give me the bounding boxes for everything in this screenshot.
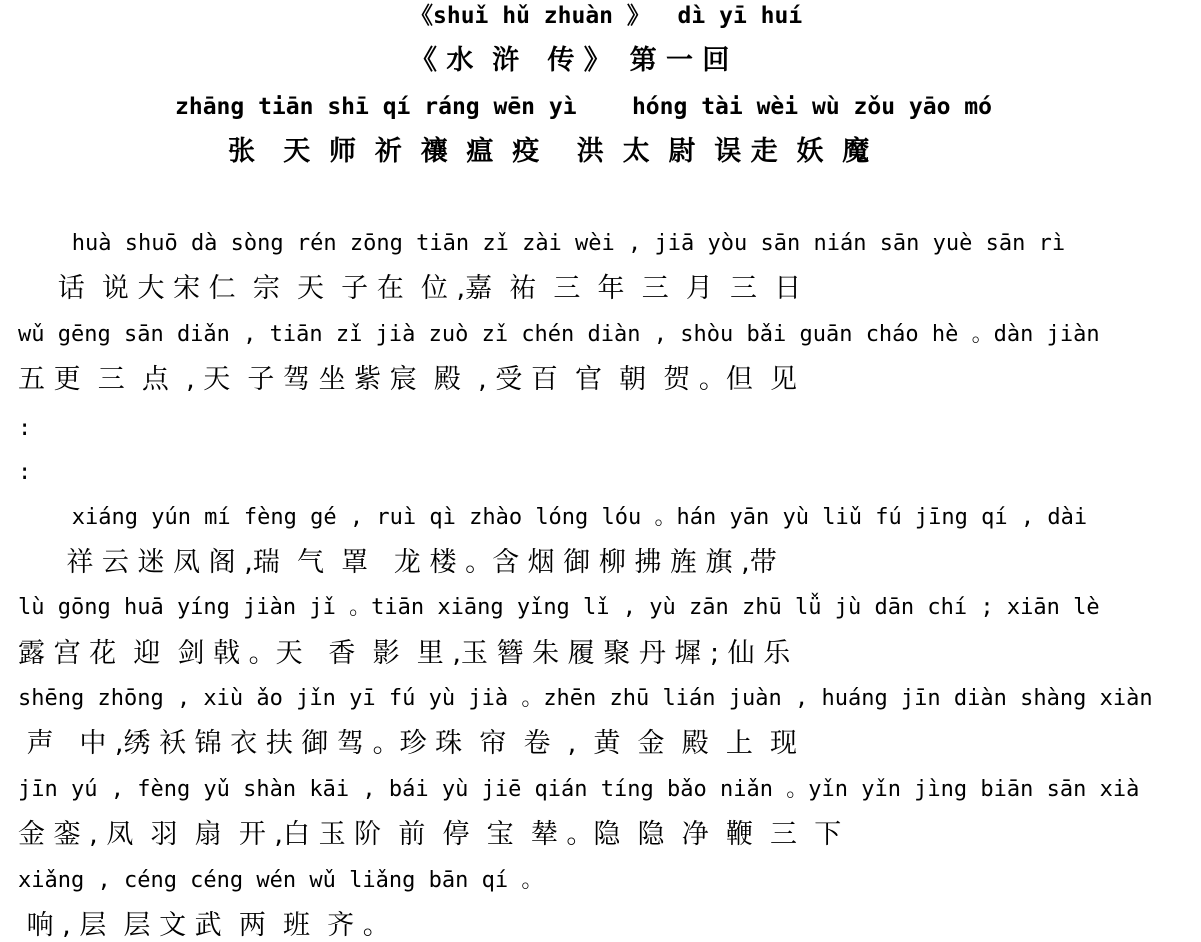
pinyin-line-7: xiǎng , céng céng wén wǔ liǎng bān qí 。: [18, 868, 544, 893]
pinyin-line-2: wǔ gēng sān diǎn , tiān zǐ jià zuò zǐ chén diàn , shòu bǎi guān cháo hè 。dàn jiàn: [18, 322, 1100, 347]
colon-mark-2: :: [18, 460, 32, 485]
book-title-hanzi: 《 水 浒 传 》 第 一 回: [410, 45, 730, 76]
chapter-title-pinyin: zhāng tiān shī qí ráng wēn yì hóng tài wèi wù zǒu yāo mó: [175, 94, 992, 120]
pinyin-line-6: jīn yú , fèng yǔ shàn kāi , bái yù jiē qián tíng bǎo niǎn 。yǐn yǐn jìng biān sān xià: [18, 777, 1140, 802]
hanzi-line-4: 露 宫 花 迎 剑 戟 。天 香 影 里 ,玉 簪 朱 履 聚 丹 墀 ; 仙 乐: [18, 638, 791, 669]
chapter-title-hanzi: 张 天 师 祈 禳 瘟 疫 洪 太 尉 误 走 妖 魔: [228, 136, 870, 167]
hanzi-line-3: 祥 云 迷 凤 阁 ,瑞 气 罩 龙 楼 。含 烟 御 柳 拂 旌 旗 ,带: [32, 547, 777, 578]
colon-mark-1: :: [18, 416, 32, 441]
pinyin-line-3: xiáng yún mí fèng gé , ruì qì zhào lóng lóu 。hán yān yù liǔ fú jīng qí , dài: [32, 505, 1088, 530]
hanzi-line-6: 金 銮 , 凤 羽 扇 开 ,白 玉 阶 前 停 宝 辇 。隐 隐 净 鞭 三 下: [18, 819, 842, 850]
pinyin-line-1: huà shuō dà sòng rén zōng tiān zǐ zài wèi , jiā yòu sān nián sān yuè sān rì: [32, 231, 1066, 256]
hanzi-line-2: 五 更 三 点 , 天 子 驾 坐 紫 宸 殿 , 受 百 官 朝 贺 。但 见: [18, 364, 798, 395]
pinyin-line-4: lù gōng huā yíng jiàn jǐ 。tiān xiāng yǐng lǐ , yù zān zhū lǚ jù dān chí ; xiān lè: [18, 595, 1100, 620]
book-title-pinyin: 《shuǐ hǔ zhuàn 》 dì yī huí: [410, 3, 803, 29]
hanzi-line-5: 声 中 ,绣 袄 锦 衣 扶 御 驾 。珍 珠 帘 卷 , 黄 金 殿 上 现: [18, 728, 798, 759]
pinyin-line-5: shēng zhōng , xiù ǎo jǐn yī fú yù jià 。zhēn zhū lián juàn , huáng jīn diàn shàng xiàn: [18, 686, 1153, 711]
hanzi-line-7: 响 , 层 层 文 武 两 班 齐 。: [18, 910, 390, 941]
hanzi-line-1: 话 说 大 宋 仁 宗 天 子 在 位 ,嘉 祐 三 年 三 月 三 日: [32, 273, 802, 304]
